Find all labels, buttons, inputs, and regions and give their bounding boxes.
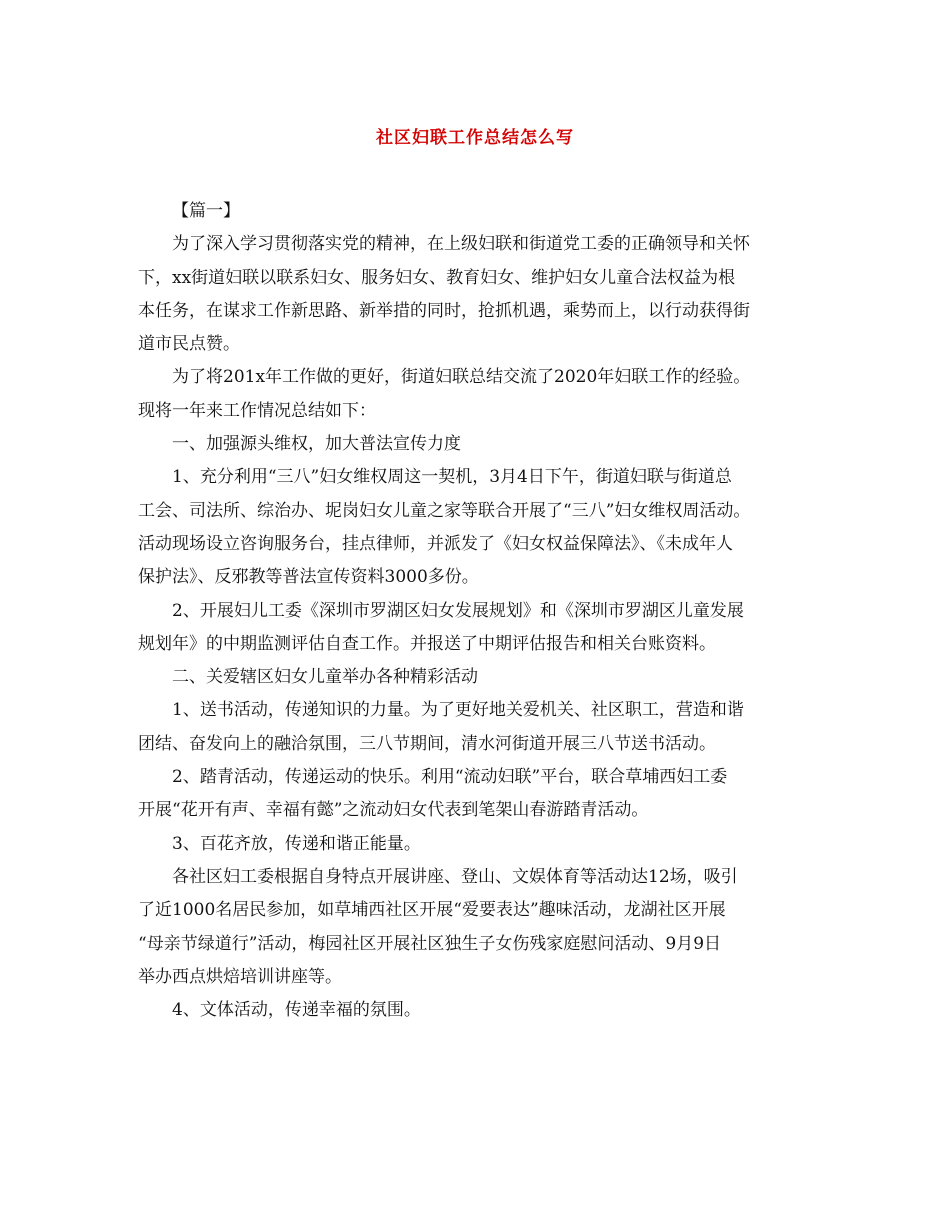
paragraph-line: 下，xx街道妇联以联系妇女、服务妇女、教育妇女、维护妇女儿童合法权益为根 [138, 267, 736, 288]
paragraph-line: 团结、奋发向上的融洽氛围，三八节期间，清水河街道开展三八节送书活动。 [138, 733, 716, 754]
paragraph-line: 2、开展妇儿工委《深圳市罗湖区妇女发展规划》和《深圳市罗湖区儿童发展 [172, 600, 744, 621]
paragraph-line: 工会、司法所、综治办、坭岗妇女儿童之家等联合开展了“三八”妇女维权周活动。 [138, 500, 751, 521]
paragraph-line: 本任务，在谋求工作新思路、新举措的同时，抢抓机遇，乘势而上，以行动获得街 [138, 300, 750, 321]
paragraph-line: 举办西点烘焙培训讲座等。 [138, 966, 342, 987]
paragraph-line: 1、充分利用“三八”妇女维权周这一契机，3月4日下午，街道妇联与街道总 [172, 467, 732, 488]
paragraph-line: 规划年》的中期监测评估自查工作。并报送了中期评估报告和相关台账资料。 [138, 633, 716, 654]
paragraph-line: 为了深入学习贯彻落实党的精神，在上级妇联和街道党工委的正确领导和关怀 [172, 234, 750, 255]
paragraph-line: 4、文体活动，传递幸福的氛围。 [172, 1000, 421, 1021]
section-heading: 一、加强源头维权，加大普法宣传力度 [172, 434, 461, 455]
paragraph-line: 1、送书活动，传递知识的力量。为了更好地关爱机关、社区职工，营造和谐 [172, 700, 744, 721]
paragraph-line: 各社区妇工委根据自身特点开展讲座、登山、文娱体育等活动达12场，吸引 [172, 866, 738, 887]
paragraph-line: 现将一年来工作情况总结如下： [138, 400, 376, 421]
paragraph-line: 了近1000名居民参加，如草埔西社区开展“爱要表达”趣味活动，龙湖社区开展 [138, 900, 726, 921]
document-body [138, 195, 814, 1027]
paragraph-line: 3、百花齐放，传递和谐正能量。 [172, 833, 421, 854]
paragraph-line: 保护法》、反邪教等普法宣传资料3000多份。 [138, 567, 479, 588]
section-heading: 二、关爱辖区妇女儿童举办各种精彩活动 [172, 667, 478, 688]
section-label: 【篇一】 [172, 201, 240, 221]
paragraph-line: 活动现场设立咨询服务台，挂点律师，并派发了《妇女权益保障法》、《未成年人 [138, 533, 733, 554]
paragraph-line: 道市民点赞。 [138, 334, 240, 355]
document-title: 社区妇联工作总结怎么写 [376, 128, 574, 148]
paragraph-line: 开展“花开有声、幸福有懿”之流动妇女代表到笔架山春游踏青活动。 [138, 800, 649, 821]
paragraph-line: 为了将201x年工作做的更好，街道妇联总结交流了2020年妇联工作的经验。 [172, 367, 751, 388]
paragraph-line: “母亲节绿道行”活动，梅园社区开展社区独生子女伤残家庭慰问活动、9月9日 [138, 933, 722, 954]
paragraph-line: 2、踏青活动，传递运动的快乐。利用“流动妇联”平台，联合草埔西妇工委 [172, 767, 728, 788]
